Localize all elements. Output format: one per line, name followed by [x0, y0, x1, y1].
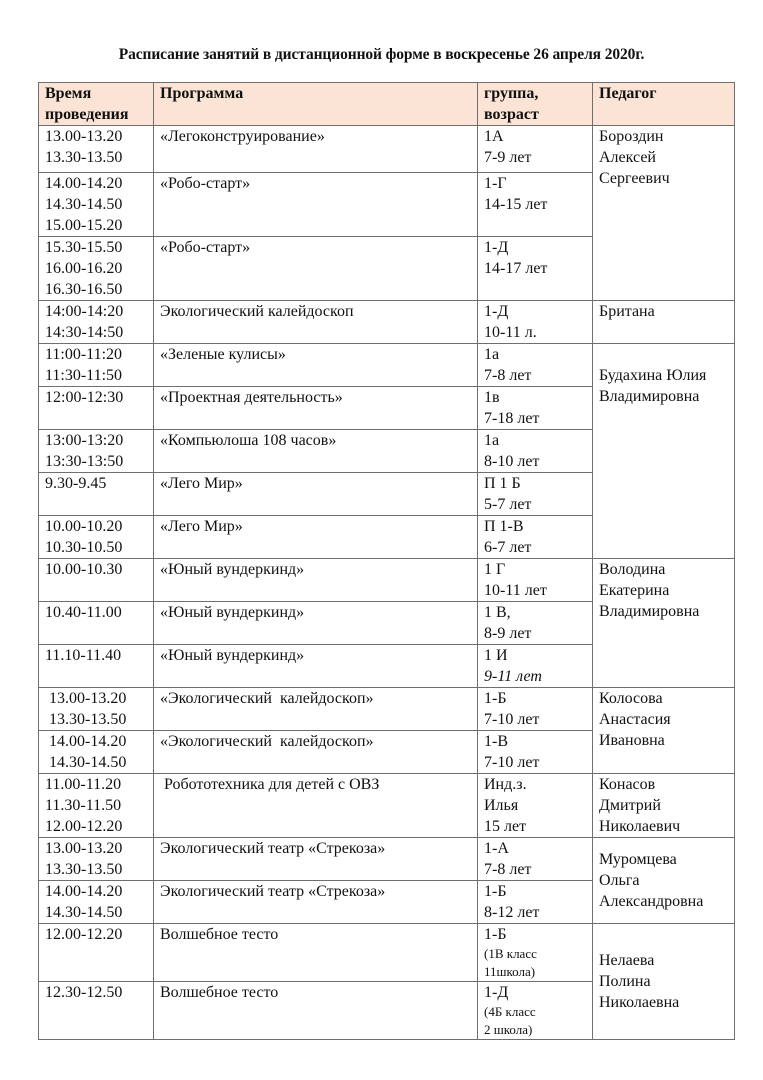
teacher-line: Колосова	[599, 690, 663, 707]
group-line: 5-7 лет	[484, 496, 532, 513]
program-cell: «Робо-старт»	[154, 173, 478, 237]
header-group	[478, 83, 593, 126]
time-line: 13.30-13.50	[45, 149, 123, 166]
time-line: 9.30-9.45	[45, 475, 107, 492]
time-line: 14.00-14.20	[49, 733, 127, 750]
time-line: 15.30-15.50	[45, 239, 123, 256]
teacher-line: Ивановна	[599, 732, 665, 749]
teacher-line: Анастасия	[599, 711, 671, 728]
table-row	[39, 126, 735, 173]
header-time-line: Время	[45, 85, 92, 102]
time-cell	[39, 602, 154, 645]
table-row	[39, 924, 735, 982]
group-line: 1-Д	[484, 303, 509, 320]
group-line: 1 В,	[484, 604, 511, 621]
group-line: 1-А	[484, 840, 509, 857]
time-line: 16.00-16.20	[45, 260, 123, 277]
time-cell	[39, 237, 154, 301]
time-cell	[39, 645, 154, 688]
group-line: 1-Б	[484, 690, 507, 707]
group-line: 7-8 лет	[484, 861, 532, 878]
group-line: 9-11 лет	[484, 668, 542, 685]
teacher-line: Володина	[599, 561, 666, 578]
group-cell	[478, 645, 593, 688]
time-cell	[39, 387, 154, 430]
group-line: 2 школа)	[484, 1022, 533, 1037]
program-cell: «Юный вундеркинд»	[154, 559, 478, 602]
time-cell	[39, 838, 154, 881]
teacher-line: Ольга	[599, 872, 640, 889]
group-cell	[478, 237, 593, 301]
time-line: 12.30-12.50	[45, 984, 123, 1001]
header-group-line: возраст	[484, 106, 539, 123]
teacher-line: Алексей	[599, 149, 656, 166]
group-line: 10-11 лет	[484, 582, 547, 599]
group-line: 1 Г	[484, 561, 506, 578]
group-cell	[478, 774, 593, 838]
group-cell	[478, 126, 593, 173]
teacher-cell	[593, 688, 735, 774]
table-row	[39, 774, 735, 838]
time-cell	[39, 516, 154, 559]
time-cell	[39, 774, 154, 838]
time-cell	[39, 473, 154, 516]
time-line: 11.30-11.50	[45, 797, 122, 814]
group-line: 1-В	[484, 733, 508, 750]
program-cell: «Юный вундеркинд»	[154, 602, 478, 645]
group-cell	[478, 344, 593, 387]
teacher-cell	[593, 559, 735, 688]
group-line: 1а	[484, 432, 500, 449]
program-cell: Экологический калейдоскоп	[154, 301, 478, 344]
time-line: 13.00-13.20	[45, 840, 123, 857]
header-group-line: группа,	[484, 85, 539, 102]
group-cell	[478, 173, 593, 237]
teacher-line: Екатерина	[599, 582, 670, 599]
group-line: П 1 Б	[484, 475, 521, 492]
group-cell	[478, 924, 593, 982]
time-line: 12:00-12:30	[45, 389, 124, 406]
table-row	[39, 301, 735, 344]
teacher-line: Будахина Юлия	[599, 367, 707, 384]
time-line: 11.10-11.40	[45, 647, 122, 664]
teacher-line: Сергеевич	[599, 170, 670, 187]
table-row	[39, 688, 735, 731]
group-cell	[478, 516, 593, 559]
table-row	[39, 344, 735, 387]
group-line: 1в	[484, 389, 500, 406]
table-row	[39, 838, 735, 881]
program-cell: Экологический театр «Стрекоза»	[154, 838, 478, 881]
time-line: 14.30-14.50	[49, 754, 127, 771]
time-cell	[39, 731, 154, 774]
group-line: 1-Д	[484, 984, 509, 1001]
teacher-line: Муромцева	[599, 851, 677, 868]
group-cell	[478, 387, 593, 430]
teacher-line: Александровна	[599, 893, 704, 910]
teacher-line: Николаевна	[599, 994, 680, 1011]
group-cell	[478, 688, 593, 731]
group-cell	[478, 473, 593, 516]
time-line: 14:00-14:20	[45, 303, 124, 320]
group-line: 15 лет	[484, 818, 527, 835]
time-cell	[39, 301, 154, 344]
group-cell	[478, 430, 593, 473]
group-line: Инд.з.	[484, 776, 527, 793]
time-cell	[39, 881, 154, 924]
teacher-cell	[593, 301, 735, 344]
program-cell: «Лего Мир»	[154, 516, 478, 559]
table-row	[39, 559, 735, 602]
group-line: 7-9 лет	[484, 149, 532, 166]
time-line: 11:00-11:20	[45, 346, 123, 363]
time-line: 10.40-11.00	[45, 604, 122, 621]
group-cell	[478, 982, 593, 1040]
group-line: Илья	[484, 797, 519, 814]
program-cell: «Робо-старт»	[154, 237, 478, 301]
header-program: Программа	[154, 83, 478, 126]
group-line: 8-9 лет	[484, 625, 532, 642]
teacher-cell	[593, 774, 735, 838]
program-cell: Робототехника для детей с ОВЗ	[154, 774, 478, 838]
time-line: 11.00-11.20	[45, 776, 122, 793]
group-line: (4Б класс	[484, 1004, 536, 1019]
program-cell: «Проектная деятельность»	[154, 387, 478, 430]
time-cell	[39, 688, 154, 731]
program-cell: «Компьюлоша 108 часов»	[154, 430, 478, 473]
time-line: 16.30-16.50	[45, 281, 123, 298]
time-line: 14.00-14.20	[45, 883, 123, 900]
group-line: 1-Б	[484, 926, 507, 943]
group-line: 7-8 лет	[484, 367, 532, 384]
program-cell: Волшебное тесто	[154, 982, 478, 1040]
time-line: 10.30-10.50	[45, 539, 123, 556]
program-cell: «Легоконструирование»	[154, 126, 478, 173]
time-line: 13.00-13.20	[45, 128, 123, 145]
teacher-cell	[593, 344, 735, 559]
teacher-line: Полина	[599, 973, 651, 990]
program-cell: «Экологический калейдоскоп»	[154, 731, 478, 774]
program-cell: «Зеленые кулисы»	[154, 344, 478, 387]
time-cell	[39, 344, 154, 387]
group-line: 14-15 лет	[484, 196, 548, 213]
teacher-line: Бороздин	[599, 128, 664, 145]
time-line: 15.00-15.20	[45, 217, 123, 234]
group-line: 11школа)	[484, 964, 536, 979]
group-line: 14-17 лет	[484, 260, 548, 277]
group-line: 8-12 лет	[484, 904, 540, 921]
time-line: 14.00-14.20	[45, 175, 123, 192]
teacher-cell	[593, 126, 735, 301]
teacher-cell	[593, 924, 735, 1040]
time-line: 14:30-14:50	[45, 324, 124, 341]
header-teacher: Педагог	[593, 83, 735, 126]
time-line: 14.30-14.50	[45, 904, 123, 921]
group-line: 6-7 лет	[484, 539, 532, 556]
group-line: 7-10 лет	[484, 711, 540, 728]
teacher-line: Владимировна	[599, 388, 700, 405]
time-line: 13:00-13:20	[45, 432, 124, 449]
document-title: Расписание занятий в дистанционной форме в воскресенье 26 апреля 2020г.	[118, 46, 645, 63]
group-line: 1-Д	[484, 239, 509, 256]
time-line: 13.30-13.50	[49, 711, 127, 728]
program-cell: Экологический театр «Стрекоза»	[154, 881, 478, 924]
program-cell: «Юный вундеркинд»	[154, 645, 478, 688]
group-cell	[478, 301, 593, 344]
group-line: 7-10 лет	[484, 754, 540, 771]
group-line: 1-Г	[484, 175, 507, 192]
group-line: 8-10 лет	[484, 453, 540, 470]
group-line: 10-11 л.	[484, 324, 537, 341]
group-line: 1а	[484, 346, 500, 363]
time-cell	[39, 982, 154, 1040]
group-line: 1-Б	[484, 883, 507, 900]
time-line: 12.00-12.20	[45, 926, 123, 943]
time-line: 11:30-11:50	[45, 367, 123, 384]
time-line: 10.00-10.30	[45, 561, 123, 578]
group-line: 7-18 лет	[484, 410, 540, 427]
group-line: 1А	[484, 128, 504, 145]
group-cell	[478, 559, 593, 602]
time-line: 13.30-13.50	[45, 861, 123, 878]
table-header-row	[39, 83, 735, 126]
header-time-line: проведения	[45, 106, 129, 123]
schedule-table	[38, 82, 735, 1040]
time-line: 13:30-13:50	[45, 453, 124, 470]
time-cell	[39, 173, 154, 237]
teacher-line: Конасов	[599, 776, 656, 793]
teacher-line: Владимировна	[599, 603, 700, 620]
time-cell	[39, 126, 154, 173]
time-cell	[39, 924, 154, 982]
group-cell	[478, 602, 593, 645]
time-line: 14.30-14.50	[45, 196, 123, 213]
teacher-line: Николаевич	[599, 818, 681, 835]
teacher-line: Британа	[599, 303, 655, 320]
teacher-cell	[593, 838, 735, 924]
time-cell	[39, 559, 154, 602]
teacher-line: Дмитрий	[599, 797, 661, 814]
time-cell	[39, 430, 154, 473]
teacher-line: Нелаева	[599, 952, 655, 969]
time-line: 10.00-10.20	[45, 518, 123, 535]
program-cell: Волшебное тесто	[154, 924, 478, 982]
program-cell: «Лего Мир»	[154, 473, 478, 516]
group-line: П 1-В	[484, 518, 524, 535]
program-cell: «Экологический калейдоскоп»	[154, 688, 478, 731]
time-line: 13.00-13.20	[49, 690, 127, 707]
time-line: 12.00-12.20	[45, 818, 123, 835]
group-line: 1 И	[484, 647, 508, 664]
group-line: (1В класс	[484, 946, 537, 961]
group-cell	[478, 838, 593, 881]
group-cell	[478, 731, 593, 774]
group-cell	[478, 881, 593, 924]
header-time	[39, 83, 154, 126]
